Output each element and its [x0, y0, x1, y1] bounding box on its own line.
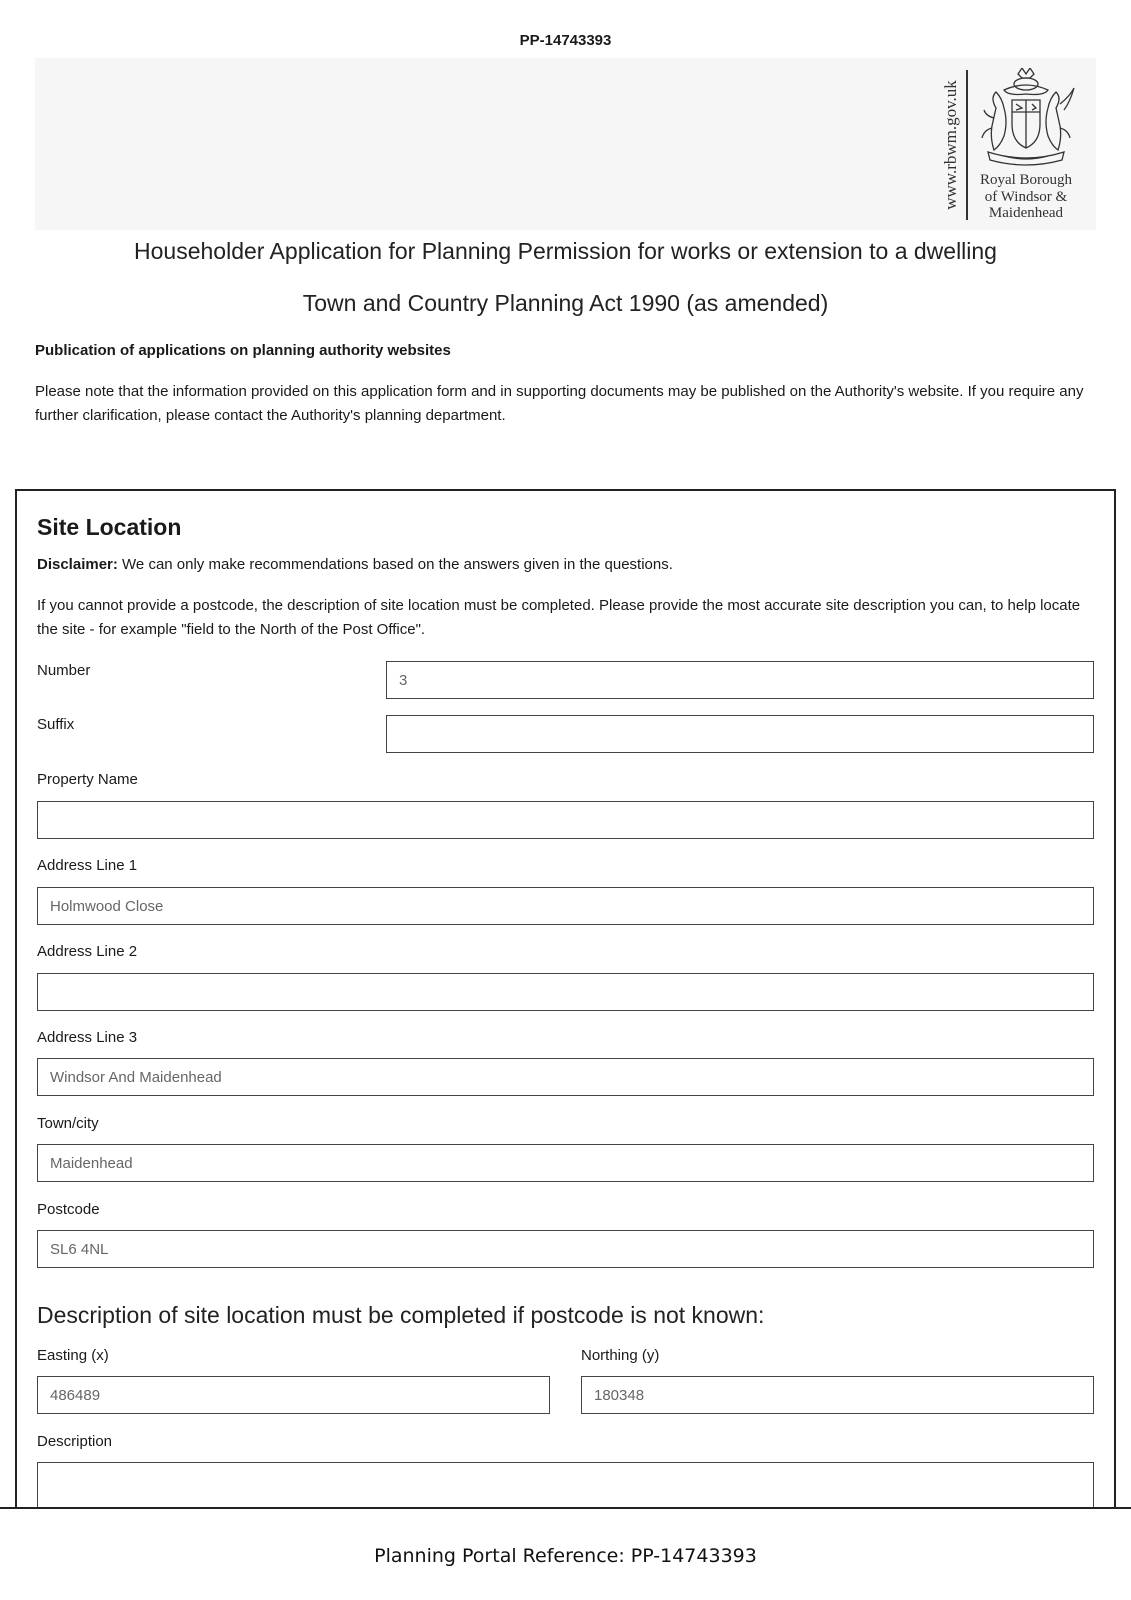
address-line-1-label: Address Line 1: [37, 857, 138, 874]
northing-field[interactable]: 180348: [581, 1376, 1094, 1414]
publication-text: Please note that the information provided on this application form and in supporting documents may be published on the Authority's website. If you require any further clarification, please contact the Authority's planning department.: [35, 383, 1084, 424]
address-line-3-field[interactable]: Windsor And Maidenhead: [37, 1058, 1094, 1096]
northing-label: Northing (y): [581, 1347, 660, 1364]
site-instructions: If you cannot provide a postcode, the description of site location must be completed. Please provide the most accurate site description you can, to help locate the site - for example "field to the North of the Post Office".: [37, 597, 1081, 638]
logo-url: www.rbwm.gov.uk: [941, 80, 960, 210]
description-heading: Description of site location must be completed if postcode is not known:: [37, 1302, 765, 1328]
council-logo: [940, 68, 1080, 226]
logo-divider: [966, 70, 968, 220]
suffix-field[interactable]: [386, 715, 1094, 753]
postcode-field[interactable]: SL6 4NL: [37, 1230, 1094, 1268]
act-subtitle: Town and Country Planning Act 1990 (as amended): [302, 290, 829, 316]
number-label: Number: [37, 662, 91, 679]
footer-reference: Planning Portal Reference: PP-14743393: [374, 1545, 757, 1567]
council-name: Royal Borough of Windsor & Maidenhead: [979, 172, 1073, 221]
easting-field[interactable]: 486489: [37, 1376, 550, 1414]
address-line-2-label: Address Line 2: [37, 943, 138, 960]
postcode-label: Postcode: [37, 1201, 100, 1218]
disclaimer: [37, 556, 673, 573]
number-field[interactable]: 3: [386, 661, 1094, 699]
property-name-label: Property Name: [37, 771, 138, 788]
description-label: Description: [37, 1433, 113, 1450]
reference-number: PP-14743393: [519, 32, 612, 49]
publication-heading: Publication of applications on planning authority websites: [35, 342, 451, 359]
suffix-label: Suffix: [37, 716, 75, 733]
town-city-field[interactable]: Maidenhead: [37, 1144, 1094, 1182]
form-title: Householder Application for Planning Permission for works or extension to a dwelling: [134, 238, 997, 264]
section-title: Site Location: [37, 514, 182, 540]
disclaimer-label: Disclaimer:: [37, 556, 118, 573]
disclaimer-text: We can only make recommendations based on the answers given in the questions.: [117, 556, 673, 573]
header-banner: [35, 58, 1096, 230]
address-line-1-field[interactable]: Holmwood Close: [37, 887, 1094, 925]
address-line-2-field[interactable]: [37, 973, 1094, 1011]
town-city-label: Town/city: [37, 1115, 99, 1132]
easting-label: Easting (x): [37, 1347, 109, 1364]
coat-of-arms-icon: [974, 68, 1078, 172]
address-line-3-label: Address Line 3: [37, 1029, 138, 1046]
property-name-field[interactable]: [37, 801, 1094, 839]
